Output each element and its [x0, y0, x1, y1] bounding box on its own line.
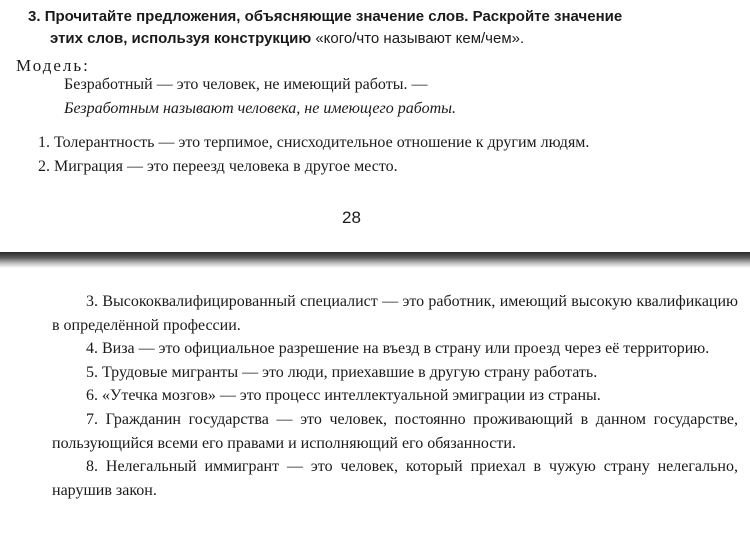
task-instruction	[28, 6, 728, 50]
task-text-1: Прочитайте предложения, объясняющие значение слов. Раскройте значение	[44, 8, 623, 25]
task-text-2-bold: этих слов, используя конструкцию	[50, 30, 312, 47]
list-item: 1. Толерантность — это терпимое, снисходительное отношение к другим людям.	[38, 134, 590, 151]
list-item: 3. Высококвалифицированный специалист — это работник, имеющий высокую квалификацию в определённой профессии.	[52, 293, 738, 334]
list-item: 2. Миграция — это переезд человека в другое место.	[38, 158, 398, 175]
list-item: 4. Виза — это официальное разрешение на въезд в страну или проезд через её территорию.	[86, 340, 710, 358]
task-text-2-regular: «кого/что называют кем/чем».	[311, 30, 525, 47]
list-item: 8. Нелегальный иммигрант — это человек, который приехал в чужую страну нелегально, нарушив закон.	[52, 458, 738, 499]
list-item: 7. Гражданин государства — это человек, постоянно проживающий в данном государстве, пользующийся всеми его правами и исполняющий его обязанности.	[52, 410, 738, 452]
model-sentence: Безработный — это человек, не имеющий работы. —	[64, 76, 428, 93]
list-item: 5. Трудовые мигранты — это люди, приехавшие в другую страну работать.	[86, 363, 598, 381]
page-break-shadow	[0, 252, 750, 268]
task-line-1	[28, 6, 728, 28]
page-number: 28	[342, 208, 361, 227]
task-line-2	[28, 28, 728, 50]
model-label: Модель:	[16, 56, 90, 75]
list-item: 6. «Утечка мозгов» — это процесс интеллектуальной эмиграции из страны.	[86, 387, 601, 405]
upper-page	[0, 0, 750, 256]
lower-page-text	[52, 290, 738, 502]
task-number: 3.	[28, 8, 41, 25]
model-answer: Безработным называют человека, не имеющего работы.	[64, 100, 456, 117]
